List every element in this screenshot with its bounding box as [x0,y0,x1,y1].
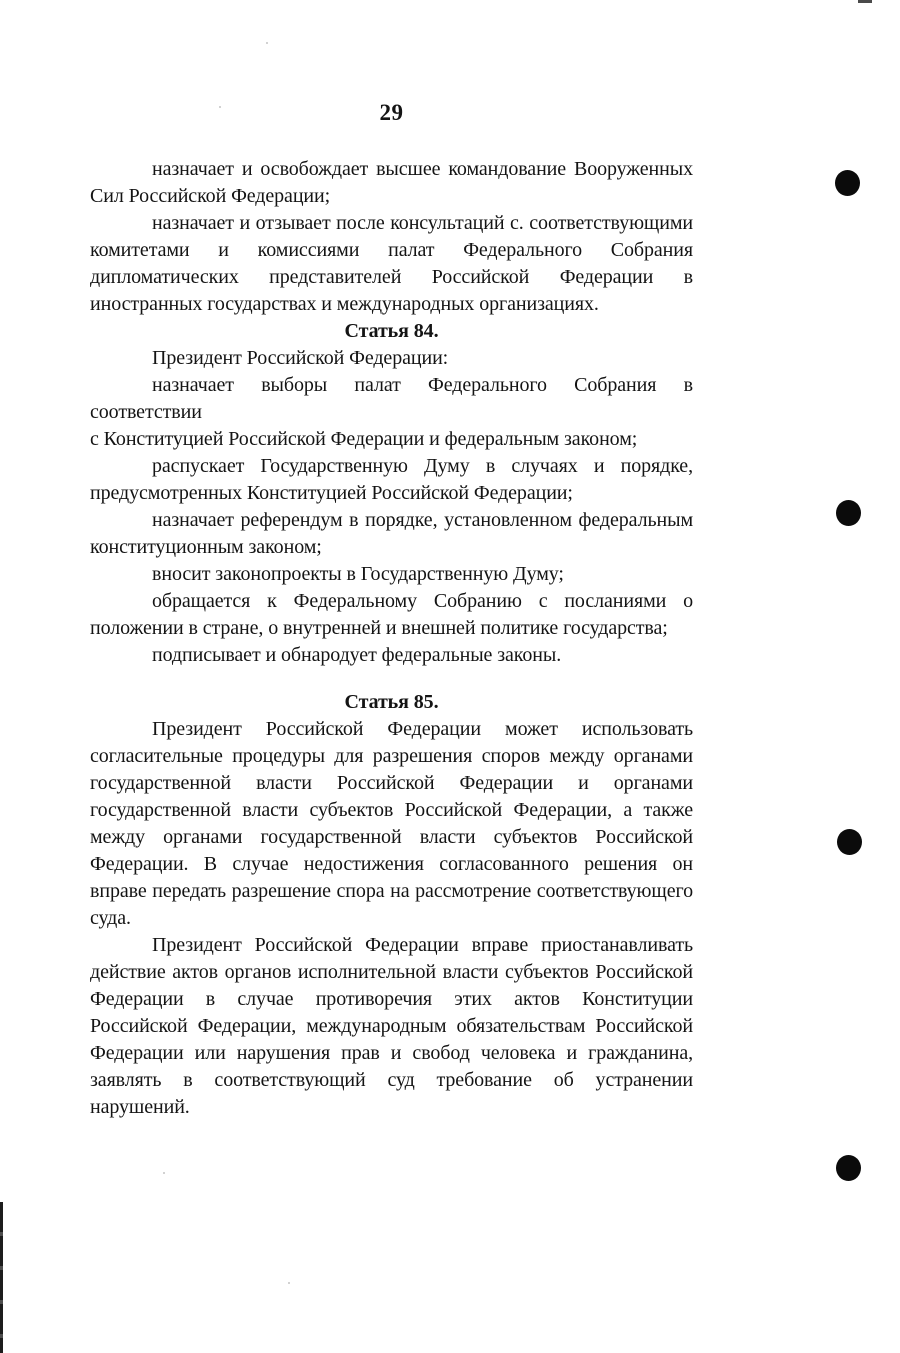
punch-hole-mark [837,829,862,855]
top-edge-scan-mark [858,0,872,3]
text-line: Президент Российской Федерации вправе приостанавливать [152,934,693,956]
text-line: действие актов органов исполнительной власти субъектов Российской [90,961,693,983]
para-84-elections [90,372,693,453]
text-line: назначает и отзывает после консультаций с. соответствующими [152,212,693,234]
para-appoints-diplomatic-representatives [90,210,693,318]
punch-hole-mark [836,1155,861,1181]
para-appoints-high-command [90,156,693,210]
text-line: согласительные процедуры для разрешения споров между органами [90,745,693,767]
text-line: иностранных государствах и международных организациях. [90,293,599,315]
para-84-signs-laws [90,642,693,669]
text-line: подписывает и обнародует федеральные законы. [152,644,562,666]
text-line: назначает референдум в порядке, установленном федеральным [152,509,693,531]
article-84-heading: Статья 84. [344,320,439,342]
text-line: заявлять в соответствующий суд требование об устранении [90,1069,693,1091]
text-line: вносит законопроекты в Государственную Думу; [152,563,564,585]
para-84-addresses [90,588,693,642]
text-line: конституционным законом; [90,536,322,558]
text-line: суда. [90,907,131,929]
text-line: Федерации. В случае недостижения согласованного решения он [90,853,693,875]
scan-noise-speck [163,1172,165,1174]
text-line: нарушений. [90,1096,190,1118]
text-line: дипломатических представителей Российской Федерации в [90,266,693,288]
text-line: Президент Российской Федерации: [152,347,449,369]
punch-hole-mark [835,170,860,196]
para-84-dissolves-duma [90,453,693,507]
text-line: обращается к Федеральному Собранию с посланиями о [152,590,693,612]
text-line: назначает выборы палат Федерального Собрания в соответствии [90,374,693,423]
scan-noise-speck [219,106,221,108]
text-line: между органами государственной власти субъектов Российской [90,826,693,848]
para-85-suspend-acts [90,932,693,1121]
text-line: комитетами и комиссиями палат Федерального Собрания [90,239,693,261]
article-85-heading: Статья 85. [344,691,439,713]
text-line: Российской Федерации, международным обязательствам Российской [90,1015,693,1037]
text-line: Сил Российской Федерации; [90,185,331,207]
para-85-conciliation-procedures [90,716,693,932]
page-number: 29 [379,100,404,125]
text-line: назначает и освобождает высшее командование Вооруженных [152,158,693,180]
text-line: Федерации в случае противоречия этих актов Конституции [90,988,693,1010]
text-line: государственной власти субъектов Российской Федерации, а также [90,799,693,821]
text-line: положении в стране, о внутренней и внешней политике государства; [90,617,668,639]
document-body [90,156,693,1121]
punch-hole-mark [836,500,861,526]
text-line: Президент Российской Федерации может использовать [152,718,693,740]
scan-noise-speck [266,42,268,44]
para-84-intro [90,345,693,372]
text-line: с Конституцией Российской Федерации и федеральным законом; [90,428,638,450]
text-line: Федерации или нарушения прав и свобод человека и гражданина, [90,1042,693,1064]
text-line: предусмотренных Конституцией Российской Федерации; [90,482,573,504]
para-84-draft-laws [90,561,693,588]
text-line: распускает Государственную Думу в случаях и порядке, [152,455,693,477]
left-edge-scan-line [0,1202,3,1353]
text-line: государственной власти Российской Федерации и органами [90,772,693,794]
scan-noise-speck [288,1282,290,1284]
para-84-referendum [90,507,693,561]
text-line: вправе передать разрешение спора на рассмотрение соответствующего [90,880,693,902]
